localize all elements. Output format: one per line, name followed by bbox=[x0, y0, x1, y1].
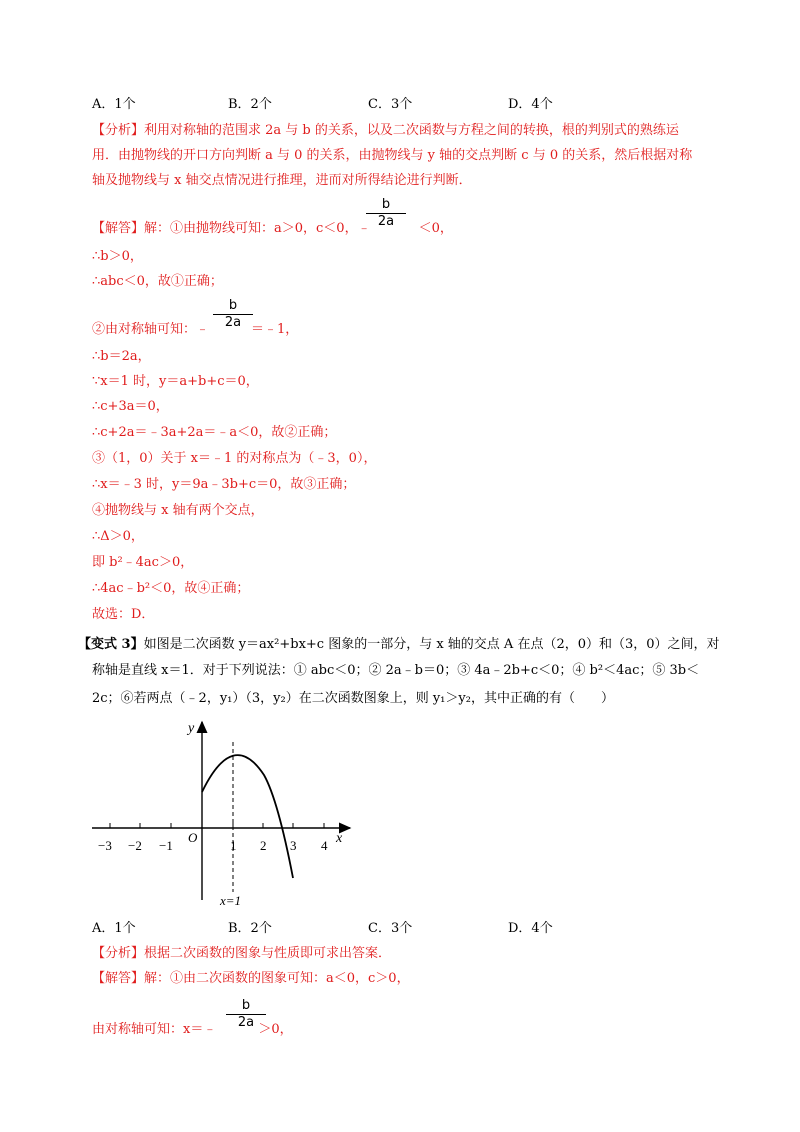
solution-line-9: ③（1，0）关于 x＝﹣1 的对称点为（﹣3，0）， bbox=[92, 451, 377, 466]
option-d: D．4个 bbox=[508, 97, 553, 112]
variant-line-3: 2c；⑥若两点（﹣2，y₁）（3，y₂）在二次函数图象上，则 y₁＞y₂，其中正确的有（ ） bbox=[92, 691, 614, 706]
fraction-b-over-2a bbox=[366, 198, 406, 229]
variant-line-1 bbox=[78, 636, 720, 654]
solution-line-6: ∵x＝1 时，y＝a+b+c＝0， bbox=[92, 374, 259, 389]
solution-line-13: 即 b²﹣4ac＞0， bbox=[92, 555, 194, 570]
tick-label: −3 bbox=[98, 838, 112, 853]
option-c: C．3个 bbox=[368, 921, 413, 936]
option-b: B．2个 bbox=[228, 921, 272, 936]
tick-label: 4 bbox=[321, 838, 328, 853]
fraction-denominator: 2a bbox=[224, 315, 242, 330]
solution2-line-1: 【解答】解：①由二次函数的图象可知：a＜0，c＞0， bbox=[92, 971, 410, 986]
tick-label: 3 bbox=[290, 838, 297, 853]
tick-label: 2 bbox=[260, 838, 267, 853]
solution-text: 【解答】解：①由抛物线可知：a＞0，c＜0，﹣ bbox=[92, 221, 371, 236]
solution-line-2: ∴b＞0， bbox=[92, 249, 143, 264]
option-c: C．3个 bbox=[368, 97, 413, 112]
variant-text: 如图是二次函数 y＝ax²+bx+c 图象的一部分，与 x 轴的交点 A 在点（2，0）和（3，0）之间，对 bbox=[143, 637, 720, 652]
x-axis-ticks bbox=[110, 823, 324, 828]
x-axis-label: x bbox=[336, 831, 343, 846]
solution-line-4 bbox=[92, 321, 298, 339]
solution-text-tail: ＞0， bbox=[258, 1022, 293, 1037]
solution-line-11: ④抛物线与 x 轴有两个交点， bbox=[92, 503, 264, 518]
solution-line-10: ∴x＝﹣3 时，y＝9a﹣3b+c＝0，故③正确； bbox=[92, 477, 356, 492]
solution-line-15: 故选：D． bbox=[92, 607, 155, 622]
analysis-line-3: 轴及抛物线与 x 轴交点情况进行推理，进而对所得结论进行判断． bbox=[92, 173, 472, 188]
parabola-curve bbox=[202, 755, 293, 878]
option-d: D．4个 bbox=[508, 921, 553, 936]
fraction-b-over-2a bbox=[213, 299, 253, 330]
solution-text-tail: ＝﹣1， bbox=[251, 322, 299, 337]
analysis-line-1: 【分析】利用对称轴的范围求 2a 与 b 的关系，以及二次函数与方程之间的转换，根的判别式的熟练运 bbox=[92, 123, 679, 138]
tick-label: 1 bbox=[230, 838, 237, 853]
symmetry-axis-label: x=1 bbox=[220, 893, 242, 908]
solution-line-7: ∴c+3a＝0， bbox=[92, 399, 169, 414]
fraction-denominator: 2a bbox=[377, 214, 395, 229]
fraction-b-over-2a bbox=[226, 999, 266, 1030]
solution-text-tail: ＜0， bbox=[418, 221, 453, 236]
option-b: B．2个 bbox=[228, 97, 272, 112]
option-a: A．1个 bbox=[92, 97, 136, 112]
parabola-graph bbox=[80, 710, 370, 910]
tick-label: −2 bbox=[128, 838, 142, 853]
tick-label: −1 bbox=[159, 838, 173, 853]
analysis-line-2: 用．由抛物线的开口方向判断 a 与 0 的关系，由抛物线与 y 轴的交点判断 c 与 0 的关系，然后根据对称 bbox=[92, 148, 693, 163]
solution-line-3: ∴abc＜0，故①正确； bbox=[92, 274, 223, 289]
solution-text: ②由对称轴可知：﹣ bbox=[92, 322, 210, 337]
solution-line-14: ∴4ac﹣b²＜0，故④正确； bbox=[92, 581, 250, 596]
solution-line-8: ∴c+2a＝﹣3a+2a＝﹣a＜0，故②正确； bbox=[92, 425, 337, 440]
fraction-numerator: b bbox=[381, 197, 391, 212]
fraction-denominator: 2a bbox=[237, 1015, 255, 1030]
analysis2-line-1: 【分析】根据二次函数的图象与性质即可求出答案． bbox=[92, 946, 392, 961]
y-axis-label: y bbox=[188, 721, 195, 736]
fraction-numerator: b bbox=[228, 298, 238, 313]
solution-text: 由对称轴可知：x＝﹣ bbox=[92, 1022, 217, 1037]
variant-label: 【变式 3】 bbox=[78, 637, 144, 652]
variant-line-2: 称轴是直线 x＝1．对于下列说法：① abc＜0；② 2a﹣b＝0；③ 4a﹣2b+c＜0；④ b²＜4ac；⑤ 3b＜ bbox=[92, 663, 700, 678]
fraction-numerator: b bbox=[241, 998, 251, 1013]
solution-line-5: ∴b＝2a， bbox=[92, 349, 151, 364]
option-a: A．1个 bbox=[92, 921, 136, 936]
origin-label: O bbox=[188, 830, 198, 845]
solution-line-12: ∴Δ＞0， bbox=[92, 529, 144, 544]
